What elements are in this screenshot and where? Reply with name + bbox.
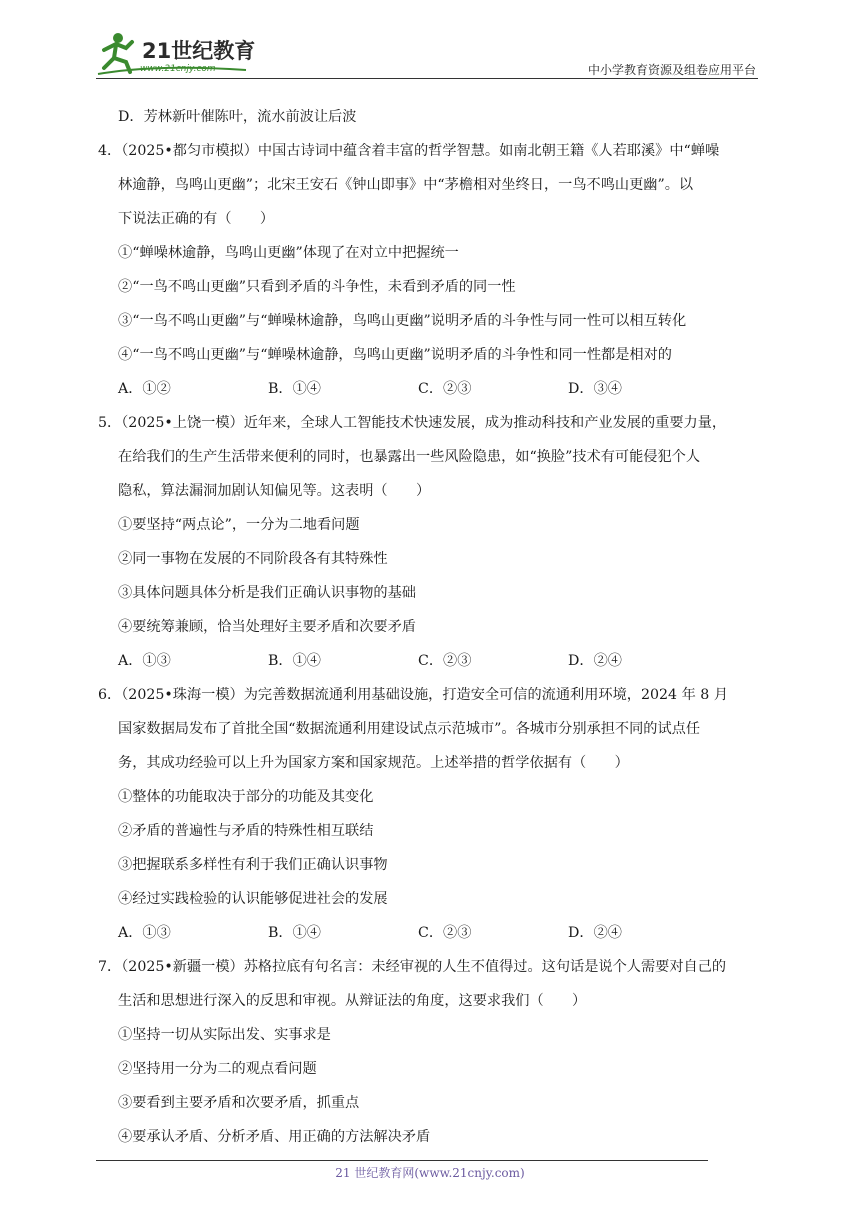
logo-url: www.21cnjy.com bbox=[140, 64, 216, 74]
statement-item: ④经过实践检验的认识能够促进社会的发展 bbox=[118, 891, 388, 907]
footer-divider bbox=[96, 1160, 708, 1161]
statement-item: ②同一事物在发展的不同阶段各有其特殊性 bbox=[118, 551, 388, 567]
site-logo[interactable] bbox=[96, 30, 266, 80]
option-d[interactable]: D．③④ bbox=[568, 381, 622, 397]
answer-options bbox=[98, 372, 768, 406]
option-a[interactable]: A．①③ bbox=[118, 925, 171, 941]
question-stem: 下说法正确的有（ ） bbox=[118, 211, 275, 227]
option-a[interactable]: A．①② bbox=[118, 381, 171, 397]
option-c[interactable]: C．②③ bbox=[418, 653, 472, 669]
logo-text: 21世纪教育 bbox=[142, 39, 256, 63]
question-stem: 在给我们的生产生活带来便利的同时，也暴露出一些风险隐患，如“换脸”技术有可能侵犯个人 bbox=[118, 449, 701, 465]
option-line: D．芳林新叶催陈叶，流水前波让后波 bbox=[118, 109, 357, 125]
question-stem: 务，其成功经验可以上升为国家方案和国家规范。上述举措的哲学依据有（ ） bbox=[118, 755, 629, 771]
page-header bbox=[0, 0, 860, 84]
question-content bbox=[98, 100, 768, 1154]
option-a[interactable]: A．①③ bbox=[118, 653, 171, 669]
question-stem: 隐私，算法漏洞加剧认知偏见等。这表明（ ） bbox=[118, 483, 431, 499]
option-b[interactable]: B．①④ bbox=[268, 925, 321, 941]
statement-item: ②矛盾的普遍性与矛盾的特殊性相互联结 bbox=[118, 823, 374, 839]
option-b[interactable]: B．①④ bbox=[268, 381, 321, 397]
footer-link[interactable]: 21 世纪教育网(www.21cnjy.com) bbox=[335, 1166, 525, 1180]
statement-item: ②坚持用一分为二的观点看问题 bbox=[118, 1061, 317, 1077]
question-stem: 4．（2025•都匀市模拟）中国古诗词中蕴含着丰富的哲学智慧。如南北朝王籍《人若耶溪》中“蝉噪 bbox=[98, 143, 720, 159]
question-stem: 国家数据局发布了首批全国“数据流通利用建设试点示范城市”。各城市分别承担不同的试点任 bbox=[118, 721, 701, 737]
statement-item: ④“一鸟不鸣山更幽”与“蝉噪林逾静，鸟鸣山更幽”说明矛盾的斗争性和同一性都是相对的 bbox=[118, 347, 672, 363]
statement-item: ①要坚持“两点论”，一分为二地看问题 bbox=[118, 517, 360, 533]
question-stem: 生活和思想进行深入的反思和审视。从辩证法的角度，这要求我们（ ） bbox=[118, 993, 587, 1009]
answer-options bbox=[98, 916, 768, 950]
question-stem: 6．（2025•珠海一模）为完善数据流通利用基础设施，打造安全可信的流通利用环境，2024 年 8 月 bbox=[98, 687, 729, 703]
option-c[interactable]: C．②③ bbox=[418, 925, 472, 941]
statement-item: ④要统筹兼顾，恰当处理好主要矛盾和次要矛盾 bbox=[118, 619, 416, 635]
statement-item: ①“蝉噪林逾静，鸟鸣山更幽”体现了在对立中把握统一 bbox=[118, 245, 459, 261]
statement-item: ③要看到主要矛盾和次要矛盾，抓重点 bbox=[118, 1095, 360, 1111]
header-divider bbox=[96, 78, 758, 79]
question-stem: 5．（2025•上饶一模）近年来，全球人工智能技术快速发展，成为推动科技和产业发展的重要力量， bbox=[98, 415, 727, 431]
statement-item: ③把握联系多样性有利于我们正确认识事物 bbox=[118, 857, 388, 873]
platform-name: 中小学教育资源及组卷应用平台 bbox=[587, 63, 756, 77]
statement-item: ②“一鸟不鸣山更幽”只看到矛盾的斗争性，未看到矛盾的同一性 bbox=[118, 279, 516, 295]
answer-options bbox=[98, 644, 768, 678]
statement-item: ③“一鸟不鸣山更幽”与“蝉噪林逾静，鸟鸣山更幽”说明矛盾的斗争性与同一性可以相互转化 bbox=[118, 313, 687, 329]
option-d[interactable]: D．②④ bbox=[568, 925, 622, 941]
option-c[interactable]: C．②③ bbox=[418, 381, 472, 397]
option-d[interactable]: D．②④ bbox=[568, 653, 622, 669]
question-stem: 7．（2025•新疆一模）苏格拉底有句名言：未经审视的人生不值得过。这句话是说个人需要对自己的 bbox=[98, 959, 727, 975]
option-b[interactable]: B．①④ bbox=[268, 653, 321, 669]
statement-item: ①坚持一切从实际出发、实事求是 bbox=[118, 1027, 331, 1043]
statement-item: ③具体问题具体分析是我们正确认识事物的基础 bbox=[118, 585, 416, 601]
question-stem: 林逾静，鸟鸣山更幽”；北宋王安石《钟山即事》中“茅檐相对坐终日，一鸟不鸣山更幽”。以 bbox=[118, 177, 694, 193]
statement-item: ④要承认矛盾、分析矛盾、用正确的方法解决矛盾 bbox=[118, 1129, 431, 1145]
statement-item: ①整体的功能取决于部分的功能及其变化 bbox=[118, 789, 374, 805]
